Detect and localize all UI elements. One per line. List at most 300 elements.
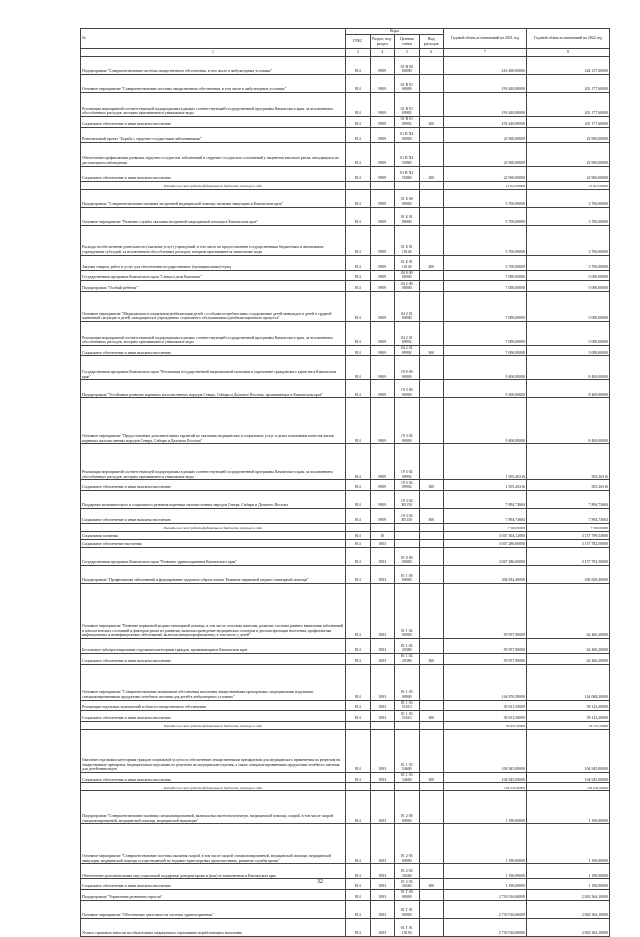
cell-grbs: 814 bbox=[346, 56, 371, 74]
cell-name: Подпрограмма "Управление развитием отрасли" bbox=[81, 889, 346, 900]
cell-rz: 1003 bbox=[370, 879, 395, 890]
cell-name: Расходы на обеспечение деятельности (оказание услуг) учреждений, в том числе на предоставление государственным бюджетным и автономным учреждениям субсидий, за исключением обособленных расходов, которым присваиваются уникальные коды bbox=[81, 225, 346, 255]
cell-y1: 3 700,00000 bbox=[444, 207, 527, 225]
cell-y2: 5 000,00000 bbox=[527, 345, 610, 356]
cell-vr: 300 bbox=[419, 345, 444, 356]
header-vr: Вид расходов bbox=[419, 35, 444, 49]
cell-y2: 3 157 782,50000 bbox=[527, 547, 610, 565]
cell-y2: 21 812,00000 bbox=[527, 181, 610, 189]
table-row-note bbox=[81, 783, 610, 791]
cell-y1: 59 957,90000 bbox=[444, 653, 527, 664]
table-row-note bbox=[81, 523, 610, 531]
cell-vr: 300 bbox=[419, 508, 444, 523]
cell-vr bbox=[419, 490, 444, 508]
cell-vr: 200 bbox=[419, 255, 444, 270]
cell-y1: 39 631,50000 bbox=[444, 700, 527, 711]
cell-name: Региональный проект "Борьба с сердечно-сосудистыми заболеваниями" bbox=[81, 127, 346, 142]
cell-cs: 01 Г 01 00000 bbox=[395, 900, 420, 918]
cell-cs: 01 1 02 00000 bbox=[395, 583, 420, 638]
table-row bbox=[81, 824, 610, 864]
cell-cs bbox=[395, 531, 420, 539]
cell-cs: 04 2 01 09992 bbox=[395, 345, 420, 356]
cell-rz: 0909 bbox=[370, 490, 395, 508]
cell-y1: 1 190,00000 bbox=[444, 879, 527, 890]
table-row bbox=[81, 321, 610, 345]
cell-name: Социальное обеспечение и иные выплаты населению bbox=[81, 772, 346, 783]
cell-name: Основное мероприятие "Предоставление дополнительных гарантий по оказанию медицинских и социальных услуг в целях повышения качества жизни коренных малочисленных народов Севера, Сибири и Дальнего Востока" bbox=[81, 398, 346, 444]
cell-rz: 0909 bbox=[370, 508, 395, 523]
cell-rz: 0909 bbox=[370, 380, 395, 398]
cell-cs: 04 2 01 09992 bbox=[395, 321, 420, 345]
cell-rz: 0909 bbox=[370, 127, 395, 142]
cell-grbs: 814 bbox=[346, 189, 371, 207]
table-row bbox=[81, 508, 610, 523]
table-row bbox=[81, 166, 610, 181]
cell-cs: 01 Г 01 10150 bbox=[395, 918, 420, 936]
cell-grbs: 814 bbox=[346, 900, 371, 918]
cell-rz: 0909 bbox=[370, 356, 395, 380]
cell-vr bbox=[419, 207, 444, 225]
cell-name: Социальная политика bbox=[81, 531, 346, 539]
cell-vr bbox=[419, 356, 444, 380]
cell-y2: 1 190,00000 bbox=[527, 791, 610, 824]
table-row bbox=[81, 547, 610, 565]
cell-vr bbox=[419, 523, 444, 531]
cell-y2: 3 700,00000 bbox=[527, 255, 610, 270]
cell-name: Обеспечение профилактики развития сердечно-сосудистых заболеваний и сердечно-сосудистых осложнений у пациентов высокого риска, находящихся на диспансерном наблюдении bbox=[81, 142, 346, 166]
cell-name: Подпрограмма "Особый ребенок" bbox=[81, 281, 346, 292]
cell-name: Расходы за счет средств федерального бюджета текущего года bbox=[81, 783, 346, 791]
cell-cs: 01 В 01 09992 bbox=[395, 116, 420, 127]
cell-y1: 3 700,00000 bbox=[444, 189, 527, 207]
cell-y2: 3 700,00000 bbox=[527, 207, 610, 225]
table-row bbox=[81, 490, 610, 508]
cell-y1: 39 631,50000 bbox=[444, 721, 527, 729]
cell-cs: 01 1 00 00000 bbox=[395, 565, 420, 583]
cell-name: Расходы за счет средств федерального бюджета текущего года bbox=[81, 721, 346, 729]
cell-y2: 144 068,20000 bbox=[527, 664, 610, 700]
table-row bbox=[81, 700, 610, 711]
cell-cs: 01 2 03 20260 bbox=[395, 864, 420, 879]
cell-y2: 8 400,00000 bbox=[527, 398, 610, 444]
cell-rz: 1003 bbox=[370, 547, 395, 565]
cell-rz: 0909 bbox=[370, 321, 395, 345]
cell-name: Социальное обеспечение и иные выплаты населению bbox=[81, 653, 346, 664]
table-row bbox=[81, 281, 610, 292]
cell-cs bbox=[395, 523, 420, 531]
table-row bbox=[81, 398, 610, 444]
table-row bbox=[81, 291, 610, 321]
cell-y2: 104 945,00000 bbox=[527, 772, 610, 783]
cell-rz bbox=[370, 783, 395, 791]
cell-grbs: 814 bbox=[346, 345, 371, 356]
table-row bbox=[81, 711, 610, 722]
cell-y1: 193 440,00000 bbox=[444, 116, 527, 127]
cell-grbs: 814 bbox=[346, 653, 371, 664]
cell-y2: 2 843 364,10000 bbox=[527, 900, 610, 918]
table-row bbox=[81, 142, 610, 166]
cell-name: Уплата страховых взносов на обязательное медицинское страхование неработающего населения bbox=[81, 918, 346, 936]
cell-cs: 01 1 03 54600 bbox=[395, 772, 420, 783]
cell-vr bbox=[419, 398, 444, 444]
cell-cs: 19 3 00 00000 bbox=[395, 380, 420, 398]
table-row-note bbox=[81, 721, 610, 729]
cell-cs: 04 2 00 00000 bbox=[395, 281, 420, 292]
cell-y1: 7 500,00000 bbox=[444, 523, 527, 531]
cell-y2: 7 894,73684 bbox=[527, 490, 610, 508]
cell-grbs: 814 bbox=[346, 547, 371, 565]
cell-vr: 300 bbox=[419, 166, 444, 181]
cell-rz: 1003 bbox=[370, 700, 395, 711]
cell-grbs bbox=[346, 523, 371, 531]
table-row bbox=[81, 207, 610, 225]
cell-cs: 01 Г 00 00000 bbox=[395, 889, 420, 900]
cell-rz: 0909 bbox=[370, 56, 395, 74]
cell-cs: 01 1 03 51610 bbox=[395, 700, 420, 711]
cell-y1: 104 945,00000 bbox=[444, 729, 527, 772]
cell-y1: 104 945,00000 bbox=[444, 772, 527, 783]
cell-y2: 201 177,60000 bbox=[527, 74, 610, 92]
cell-name: Подпрограмма "Совершенствование системы лекарственного обеспечения, в том числе в амбулаторных условиях" bbox=[81, 56, 346, 74]
cell-rz: 1003 bbox=[370, 638, 395, 653]
cell-vr bbox=[419, 189, 444, 207]
cell-rz: 0909 bbox=[370, 291, 395, 321]
cell-grbs: 814 bbox=[346, 824, 371, 864]
cell-grbs: 814 bbox=[346, 729, 371, 772]
cell-y1: 3 700,00000 bbox=[444, 225, 527, 255]
cell-rz: 10 bbox=[370, 531, 395, 539]
cell-rz: 1003 bbox=[370, 711, 395, 722]
cell-y2: 3 157 782,50000 bbox=[527, 539, 610, 547]
cell-grbs: 814 bbox=[346, 879, 371, 890]
cell-y1: 7 000,00000 bbox=[444, 345, 527, 356]
cell-cs bbox=[395, 539, 420, 547]
cell-vr bbox=[419, 291, 444, 321]
cell-y1: 1 190,00000 bbox=[444, 864, 527, 879]
cell-cs: 01 1 03 51610 bbox=[395, 711, 420, 722]
cell-rz: 0909 bbox=[370, 166, 395, 181]
cell-y1: 39 631,50000 bbox=[444, 711, 527, 722]
cell-rz: 0909 bbox=[370, 142, 395, 166]
cell-vr: 300 bbox=[419, 116, 444, 127]
cell-name: Социальное обеспечение и иные выплаты населению bbox=[81, 508, 346, 523]
cell-name: Социальное обеспечение и иные выплаты населению bbox=[81, 711, 346, 722]
cell-y1: 7 894,73684 bbox=[444, 490, 527, 508]
cell-cs bbox=[395, 783, 420, 791]
cell-grbs: 814 bbox=[346, 490, 371, 508]
cell-cs: 01 Б 01 00000 bbox=[395, 207, 420, 225]
table-row bbox=[81, 664, 610, 700]
cell-vr bbox=[419, 321, 444, 345]
cell-vr bbox=[419, 181, 444, 189]
header-year-2021: Годовой объем ассигнований на 2021 год bbox=[444, 29, 527, 49]
cell-y2: 3 157 799,54000 bbox=[527, 531, 610, 539]
cell-y1: 7 000,00000 bbox=[444, 270, 527, 281]
cell-name: Основное мероприятие "Совершенствование системы оказания скорой, в том числе скорой специализированной, медицинской помощи, медицинской эвакуации, медицинской помощи осуществляемой по подовно-транспортных происшествиях, развитие службы крови" bbox=[81, 824, 346, 864]
table-row bbox=[81, 56, 610, 74]
cell-cs: 01 В 01 09992 bbox=[395, 92, 420, 116]
cell-grbs: 814 bbox=[346, 918, 371, 936]
cell-grbs: 814 bbox=[346, 380, 371, 398]
cell-y2: 1 190,00000 bbox=[527, 824, 610, 864]
budget-table-page bbox=[80, 28, 610, 937]
cell-y1: 7 000,00000 bbox=[444, 321, 527, 345]
cell-name: Реализация отдельных полномочий в области лекарственного обеспечения bbox=[81, 700, 346, 711]
cell-y1: 3 047 286,00000 bbox=[444, 547, 527, 565]
cell-cs: 19 0 00 00000 bbox=[395, 356, 420, 380]
cell-grbs: 814 bbox=[346, 321, 371, 345]
cell-cs: 19 3 02 09992 bbox=[395, 480, 420, 491]
cell-vr bbox=[419, 864, 444, 879]
cell-rz: 0909 bbox=[370, 225, 395, 255]
cell-name: Подпрограмма "Совершенствование оказания экстренной медицинской помощи, включая эвакуацию в Камчатском крае" bbox=[81, 189, 346, 207]
table-row bbox=[81, 864, 610, 879]
cell-grbs: 814 bbox=[346, 291, 371, 321]
table-row bbox=[81, 74, 610, 92]
cell-grbs: 814 bbox=[346, 356, 371, 380]
cell-grbs: 814 bbox=[346, 166, 371, 181]
cell-rz: 0909 bbox=[370, 270, 395, 281]
cell-vr bbox=[419, 638, 444, 653]
cell-cs: 19 3 02 00000 bbox=[395, 398, 420, 444]
cell-cs: 01 1 02 20380 bbox=[395, 653, 420, 664]
cell-name: Основное мероприятие "Развитие службы оказания экстренной медицинской помощи в Камчатском крае" bbox=[81, 207, 346, 225]
table-row bbox=[81, 565, 610, 583]
cell-y1: 2 733 916,60000 bbox=[444, 889, 527, 900]
cell-grbs: 814 bbox=[346, 531, 371, 539]
cell-grbs: 814 bbox=[346, 270, 371, 281]
cell-name: Основное мероприятие "Развитие первичной медико-санитарной помощи, в том числе сельским жителям, развитие системы раннего выявления заболеваний и патологических состояний и факторов риска их развития, включая проведение медицинских осмотров и диспансеризации населения, профилактика инфекционных и неинфекционных заболеваний, включая иммунопрофилактику, в том числе у детей" bbox=[81, 583, 346, 638]
table-row bbox=[81, 480, 610, 491]
cell-grbs: 814 bbox=[346, 565, 371, 583]
cell-rz: 0909 bbox=[370, 116, 395, 127]
cell-rz: 0909 bbox=[370, 480, 395, 491]
cell-rz: 1003 bbox=[370, 539, 395, 547]
table-row bbox=[81, 900, 610, 918]
table-row-note bbox=[81, 181, 610, 189]
table-row bbox=[81, 345, 610, 356]
cell-grbs: 814 bbox=[346, 74, 371, 92]
cell-y1: 104 945,00000 bbox=[444, 783, 527, 791]
header-year-2022: Годовой объем ассигнований на 2022 год bbox=[527, 29, 610, 49]
cell-grbs bbox=[346, 783, 371, 791]
table-row bbox=[81, 531, 610, 539]
cell-y2: 7 894,73684 bbox=[527, 508, 610, 523]
cell-y2: 8 400,00000 bbox=[527, 356, 610, 380]
cell-rz: 1003 bbox=[370, 729, 395, 772]
cell-grbs: 814 bbox=[346, 864, 371, 879]
cell-cs bbox=[395, 721, 420, 729]
cell-rz: 0909 bbox=[370, 92, 395, 116]
cell-vr bbox=[419, 889, 444, 900]
cell-y2: 7 500,00000 bbox=[527, 523, 610, 531]
cell-grbs: 814 bbox=[346, 638, 371, 653]
cell-vr: 300 bbox=[419, 653, 444, 664]
cell-y2: 104 945,00000 bbox=[527, 783, 610, 791]
col-index-1: 1 bbox=[81, 48, 346, 56]
cell-grbs: 814 bbox=[346, 142, 371, 166]
cell-y2: 39 123,20000 bbox=[527, 721, 610, 729]
cell-y1: 1 505,26316 bbox=[444, 444, 527, 480]
cell-y2: 2 843 364,10000 bbox=[527, 889, 610, 900]
cell-y1: 1 190,00000 bbox=[444, 791, 527, 824]
table-row bbox=[81, 444, 610, 480]
cell-y1: 1 505,26316 bbox=[444, 480, 527, 491]
cell-y1: 21 812,00000 bbox=[444, 181, 527, 189]
table-row bbox=[81, 225, 610, 255]
cell-y2: 62 460,20000 bbox=[527, 583, 610, 638]
table-row bbox=[81, 270, 610, 281]
cell-name: Социальное обеспечение населения bbox=[81, 539, 346, 547]
cell-cs: 19 3 02 09992 bbox=[395, 444, 420, 480]
cell-rz: 1003 bbox=[370, 918, 395, 936]
cell-y1: 59 957,90000 bbox=[444, 583, 527, 638]
cell-cs: 01 1 03 54600 bbox=[395, 729, 420, 772]
cell-y2: 62 460,20000 bbox=[527, 638, 610, 653]
cell-vr bbox=[419, 444, 444, 480]
cell-y1: 144 876,50000 bbox=[444, 664, 527, 700]
cell-y1: 9 400,00000 bbox=[444, 380, 527, 398]
cell-y2: 3 700,00000 bbox=[527, 225, 610, 255]
cell-grbs: 814 bbox=[346, 225, 371, 255]
cell-vr bbox=[419, 56, 444, 74]
cell-y2: 104 945,00000 bbox=[527, 729, 610, 772]
cell-vr bbox=[419, 729, 444, 772]
cell-name: Социальное обеспечение и иные выплаты населению bbox=[81, 345, 346, 356]
cell-rz: 1003 bbox=[370, 824, 395, 864]
header-cs: Целевая статья bbox=[395, 35, 420, 49]
table-row bbox=[81, 918, 610, 936]
table-row bbox=[81, 539, 610, 547]
cell-rz bbox=[370, 721, 395, 729]
cell-y1: 22 960,00000 bbox=[444, 127, 527, 142]
cell-y1: 3 700,00000 bbox=[444, 255, 527, 270]
cell-y2: 62 460,20000 bbox=[527, 653, 610, 664]
cell-name: Оказание отдельным категориям граждан социальной услуги по обеспечению лекарственными препаратами для медицинского применения по рецептам на лекарственные препараты, медицинскими изделиями по рецептам на медицинские изделия, а также специализированными продуктами лечебного питания для детей-инвалидов bbox=[81, 729, 346, 772]
cell-y1: 9 400,00000 bbox=[444, 356, 527, 380]
cell-y2: 5 000,00000 bbox=[527, 291, 610, 321]
col-index-3: 3 bbox=[346, 48, 371, 56]
cell-name: Основное мероприятие "Медицинская и социальная реабилитация детей с особыми потребностями, оздоровление детей-инвалидов и детей в трудной жизненной ситуации и детей, находящихся в учреждениях социального обслуживания и реабилитационного процесса" bbox=[81, 291, 346, 321]
cell-cs: 01 2 03 00000 bbox=[395, 824, 420, 864]
cell-grbs bbox=[346, 181, 371, 189]
cell-name: Государственная программа Камчатского края "Семья и дети Камчатки" bbox=[81, 270, 346, 281]
cell-cs: 01 Б 01 10140 bbox=[395, 255, 420, 270]
cell-y2: 3 700,00000 bbox=[527, 189, 610, 207]
cell-rz: 0909 bbox=[370, 255, 395, 270]
cell-y1: 1 190,00000 bbox=[444, 824, 527, 864]
cell-cs: 01 0 00 00000 bbox=[395, 547, 420, 565]
cell-name: Основное мероприятие "Совершенствование механизмов обеспечения населения лекарственными препаратами, медицинскими изделиями, специализированными продуктами лечебного питания для детей в амбулаторных условиях" bbox=[81, 664, 346, 700]
cell-rz bbox=[370, 523, 395, 531]
cell-vr bbox=[419, 791, 444, 824]
cell-cs: 19 3 02 R5150 bbox=[395, 508, 420, 523]
cell-rz: 1003 bbox=[370, 889, 395, 900]
cell-rz: 0909 bbox=[370, 281, 395, 292]
cell-name: Социальное обеспечение и иные выплаты населению bbox=[81, 116, 346, 127]
cell-cs: 01 В N2 55860 bbox=[395, 142, 420, 166]
cell-grbs bbox=[346, 721, 371, 729]
cell-vr: 300 bbox=[419, 711, 444, 722]
cell-y1: 3 047 304,12000 bbox=[444, 531, 527, 539]
cell-vr bbox=[419, 281, 444, 292]
cell-y2: 201 177,60000 bbox=[527, 116, 610, 127]
cell-grbs: 814 bbox=[346, 116, 371, 127]
cell-y2: 39 123,20000 bbox=[527, 700, 610, 711]
cell-y2: 5 000,00000 bbox=[527, 321, 610, 345]
cell-name: Социальное обеспечение и иные выплаты населению bbox=[81, 879, 346, 890]
cell-name: Социальное обеспечение и иные выплаты населению bbox=[81, 166, 346, 181]
cell-y1: 9 400,00000 bbox=[444, 398, 527, 444]
table-row bbox=[81, 653, 610, 664]
table-row bbox=[81, 729, 610, 772]
cell-rz: 1003 bbox=[370, 583, 395, 638]
cell-cs: 04 0 00 00000 bbox=[395, 270, 420, 281]
cell-name: Социальное обеспечение и иные выплаты населению bbox=[81, 480, 346, 491]
cell-name: Основное мероприятие "Обеспечение деятельности системы здравоохранения" bbox=[81, 900, 346, 918]
cell-vr bbox=[419, 92, 444, 116]
cell-vr bbox=[419, 700, 444, 711]
cell-grbs: 814 bbox=[346, 711, 371, 722]
cell-grbs: 814 bbox=[346, 772, 371, 783]
cell-name: Основное мероприятие "Совершенствование системы лекарственного обеспечения, в том числе в амбулаторных условиях" bbox=[81, 74, 346, 92]
cell-grbs: 814 bbox=[346, 664, 371, 700]
col-index-6: 6 bbox=[419, 48, 444, 56]
cell-rz: 1003 bbox=[370, 664, 395, 700]
cell-y2: 5 000,00000 bbox=[527, 281, 610, 292]
cell-y1: 2 733 916,60000 bbox=[444, 900, 527, 918]
cell-grbs: 814 bbox=[346, 480, 371, 491]
table-row bbox=[81, 356, 610, 380]
cell-y2: 22 960,00000 bbox=[527, 166, 610, 181]
table-row bbox=[81, 92, 610, 116]
cell-vr bbox=[419, 664, 444, 700]
cell-name: Подпрограмма "Профилактика заболеваний и формирование здорового образа жизни. Развитие первичной медико-санитарной помощи" bbox=[81, 565, 346, 583]
cell-cs: 04 2 01 00000 bbox=[395, 291, 420, 321]
budget-table bbox=[80, 28, 610, 937]
cell-y1: 204 834,40000 bbox=[444, 565, 527, 583]
cell-grbs: 814 bbox=[346, 255, 371, 270]
table-row bbox=[81, 189, 610, 207]
cell-vr: 300 bbox=[419, 772, 444, 783]
cell-vr: 300 bbox=[419, 879, 444, 890]
cell-y1: 7 000,00000 bbox=[444, 291, 527, 321]
col-index-7: 7 bbox=[444, 48, 527, 56]
cell-rz: 1003 bbox=[370, 791, 395, 824]
table-row bbox=[81, 255, 610, 270]
header-number: № bbox=[81, 29, 346, 49]
cell-name: Расходы за счет средств федерального бюджета текущего года bbox=[81, 523, 346, 531]
cell-grbs: 814 bbox=[346, 889, 371, 900]
cell-name: Реализация мероприятий соответствующей подпрограммы в рамках соответствующей государственной программы Камчатского края, за исключением обособленных расходов, которым присваиваются уникальные коды bbox=[81, 92, 346, 116]
cell-vr bbox=[419, 824, 444, 864]
cell-cs: 01 Б 00 00000 bbox=[395, 189, 420, 207]
cell-grbs: 814 bbox=[346, 444, 371, 480]
cell-grbs: 814 bbox=[346, 583, 371, 638]
table-row bbox=[81, 889, 610, 900]
cell-y2: 505,26316 bbox=[527, 444, 610, 480]
cell-y1: 7 894,73684 bbox=[444, 508, 527, 523]
header-grbs: ГРБС bbox=[346, 35, 371, 49]
cell-name: Государственная программа Камчатского края "Реализация государственной национальной политики и укрепление гражданского единства в Камчатском крае" bbox=[81, 356, 346, 380]
cell-rz: 0909 bbox=[370, 207, 395, 225]
cell-y1: 2 733 916,60000 bbox=[444, 918, 527, 936]
cell-rz: 1003 bbox=[370, 565, 395, 583]
col-index-8: 8 bbox=[527, 48, 610, 56]
cell-vr bbox=[419, 783, 444, 791]
cell-rz: 1003 bbox=[370, 772, 395, 783]
cell-cs: 01 В 01 00000 bbox=[395, 74, 420, 92]
